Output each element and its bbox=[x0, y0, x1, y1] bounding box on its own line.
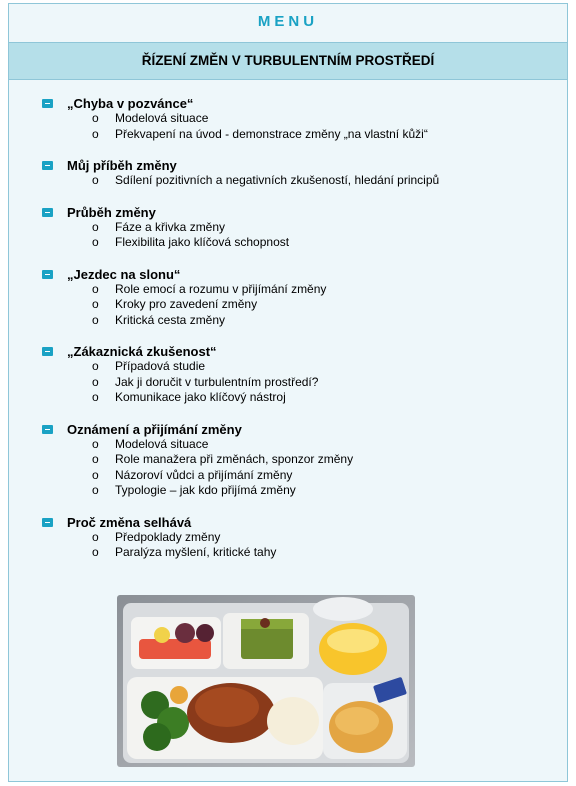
sub-bullet: o bbox=[92, 452, 99, 466]
list-item-text: Role emocí a rozumu v přijímání změny bbox=[115, 281, 327, 296]
agenda-section bbox=[42, 205, 567, 251]
sub-list bbox=[42, 282, 567, 329]
section-title-text: Oznámení a přijímání změny bbox=[67, 421, 242, 437]
list-item-text: Fáze a křivka změny bbox=[115, 219, 226, 234]
list-item-text: Paralýza myšlení, kritické tahy bbox=[115, 545, 277, 559]
sub-bullet: o bbox=[92, 219, 99, 234]
list-item-text: Předpoklady změny bbox=[115, 529, 221, 544]
agenda-section bbox=[42, 267, 567, 329]
list-item bbox=[42, 468, 567, 484]
section-title-text: „Chyba v pozvánce“ bbox=[67, 96, 194, 111]
sub-bullet: o bbox=[92, 374, 99, 389]
list-item bbox=[42, 545, 567, 561]
sub-bullet: o bbox=[92, 545, 99, 559]
sub-bullet: o bbox=[92, 235, 99, 249]
list-item bbox=[42, 390, 567, 406]
sub-list bbox=[42, 359, 567, 406]
agenda-section bbox=[42, 96, 567, 142]
section-title bbox=[42, 344, 567, 359]
list-item-text: Názoroví vůdci a přijímání změny bbox=[115, 467, 293, 482]
list-item-text: Překvapení na úvod - demonstrace změny „na vlastní kůži“ bbox=[115, 126, 428, 141]
bullet-icon bbox=[42, 347, 53, 356]
bullet-icon bbox=[42, 425, 53, 434]
list-item-text: Případová studie bbox=[115, 359, 206, 373]
list-item-text: Modelová situace bbox=[115, 436, 209, 451]
page-title: ŘÍZENÍ ZMĚN V TURBULENTNÍM PROSTŘEDÍ bbox=[9, 43, 567, 80]
list-item-text: Jak ji doručit v turbulentním prostředí? bbox=[115, 374, 319, 389]
list-item bbox=[42, 375, 567, 391]
agenda-section bbox=[42, 422, 567, 499]
menu-header: MENU bbox=[9, 4, 567, 43]
section-title-text: „Jezdec na slonu“ bbox=[67, 266, 181, 282]
sub-list bbox=[42, 530, 567, 561]
list-item-text: Komunikace jako klíčový nástroj bbox=[115, 390, 286, 404]
list-item bbox=[42, 220, 567, 236]
sub-list bbox=[42, 173, 567, 189]
sub-bullet: o bbox=[92, 390, 99, 404]
sub-bullet: o bbox=[92, 281, 99, 296]
bullet-icon bbox=[42, 99, 53, 108]
section-title-text: Proč změna selhává bbox=[67, 514, 192, 530]
section-title bbox=[42, 158, 567, 173]
agenda-section bbox=[42, 344, 567, 406]
section-title-text: Průběh změny bbox=[67, 204, 156, 220]
section-title bbox=[42, 422, 567, 437]
sub-list bbox=[42, 220, 567, 251]
list-item-text: Role manažera při změnách, sponzor změny bbox=[115, 452, 354, 466]
section-title bbox=[42, 267, 567, 282]
sub-list bbox=[42, 437, 567, 499]
list-item bbox=[42, 483, 567, 499]
list-item bbox=[42, 359, 567, 375]
list-item bbox=[42, 173, 567, 189]
sub-bullet: o bbox=[92, 312, 99, 327]
list-item-text: Typologie – jak kdo přijímá změny bbox=[115, 483, 296, 497]
agenda-section bbox=[42, 158, 567, 189]
bullet-icon bbox=[42, 518, 53, 527]
sub-bullet: o bbox=[92, 483, 99, 497]
list-item-text: Modelová situace bbox=[115, 111, 209, 125]
menu-card bbox=[8, 3, 568, 782]
list-item-text: Kritická cesta změny bbox=[115, 312, 226, 327]
section-title bbox=[42, 96, 567, 111]
agenda-section bbox=[42, 515, 567, 561]
sub-bullet: o bbox=[92, 467, 99, 482]
section-title bbox=[42, 205, 567, 220]
bullet-icon bbox=[42, 270, 53, 279]
list-item bbox=[42, 111, 567, 127]
list-item-text: Kroky pro zavedení změny bbox=[115, 297, 258, 311]
section-title-text: „Zákaznická zkušenost“ bbox=[67, 344, 217, 359]
list-item bbox=[42, 297, 567, 313]
sub-bullet: o bbox=[92, 173, 99, 187]
meal-tray-photo bbox=[117, 595, 415, 767]
list-item bbox=[42, 530, 567, 546]
sub-bullet: o bbox=[92, 111, 99, 125]
agenda-list bbox=[9, 96, 567, 577]
sub-bullet: o bbox=[92, 529, 99, 544]
sub-bullet: o bbox=[92, 436, 99, 451]
list-item-text: Sdílení pozitivních a negativních zkušeností, hledání principů bbox=[115, 173, 440, 187]
bullet-icon bbox=[42, 161, 53, 170]
sub-bullet: o bbox=[92, 126, 99, 141]
sub-list bbox=[42, 111, 567, 142]
list-item bbox=[42, 235, 567, 251]
sub-bullet: o bbox=[92, 359, 99, 373]
section-title-text: Můj příběh změny bbox=[67, 158, 177, 173]
list-item bbox=[42, 452, 567, 468]
bullet-icon bbox=[42, 208, 53, 217]
sub-bullet: o bbox=[92, 297, 99, 311]
list-item-text: Flexibilita jako klíčová schopnost bbox=[115, 235, 290, 249]
list-item bbox=[42, 437, 567, 453]
section-title bbox=[42, 515, 567, 530]
list-item bbox=[42, 282, 567, 298]
list-item bbox=[42, 313, 567, 329]
list-item bbox=[42, 127, 567, 143]
